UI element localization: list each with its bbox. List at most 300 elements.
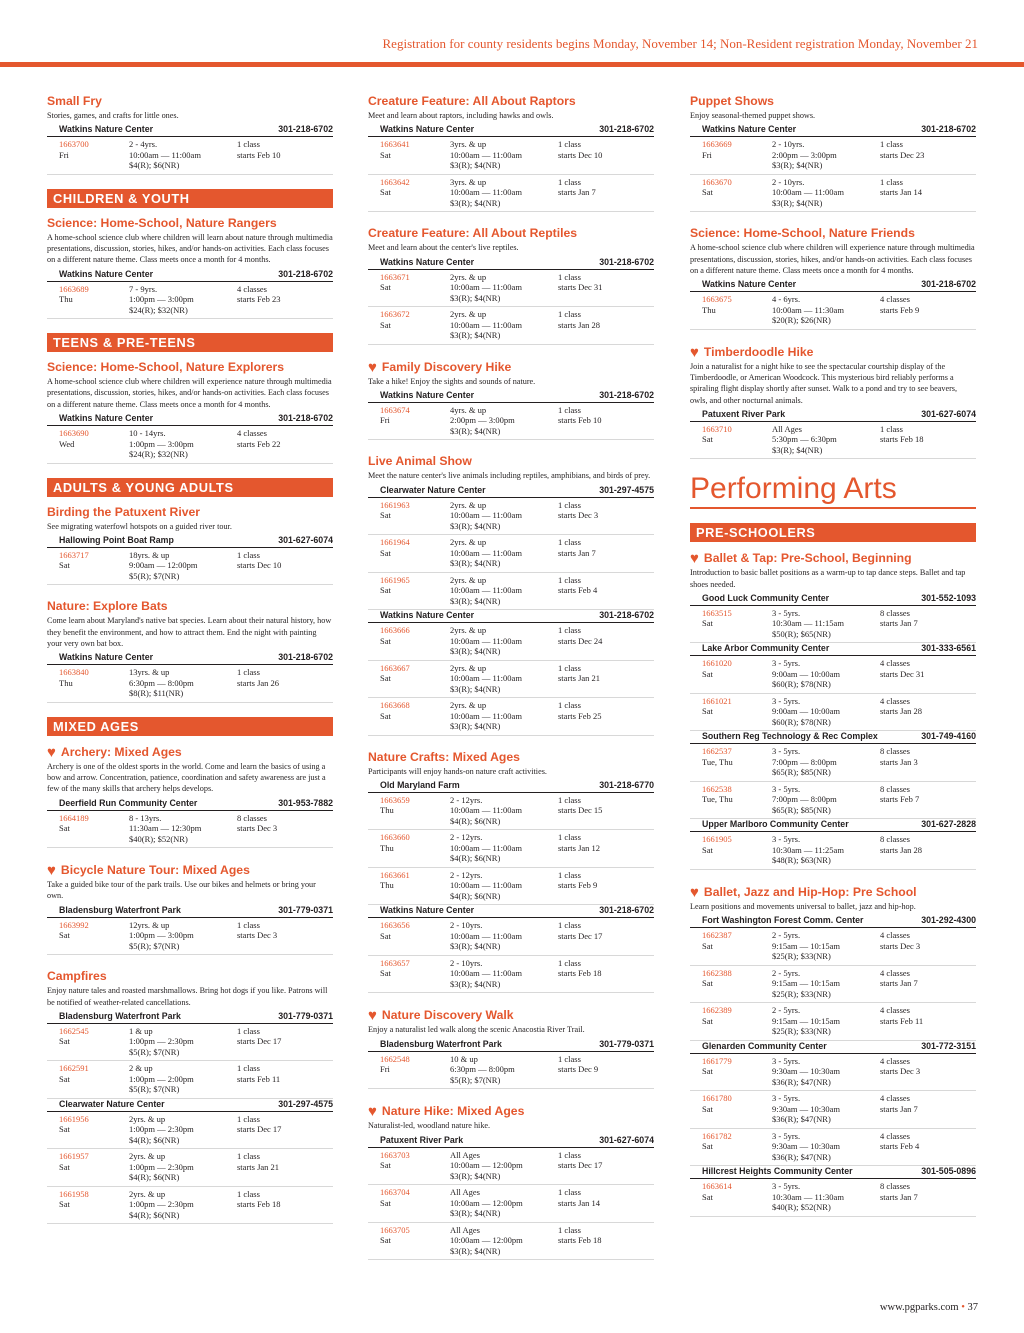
session-time: 10:30am — 11:25am [772,844,844,855]
activity-number[interactable]: 1662591 [59,1063,89,1074]
activity-number[interactable]: 1661957 [59,1151,89,1162]
page-number: 37 [967,1302,978,1313]
session-age: 2 - 12yrs. [450,794,483,805]
program-description: Participants will enjoy hands-on nature craft activities. [368,766,547,776]
activity-number[interactable]: 1663690 [59,428,89,439]
session-row [47,1024,333,1062]
activity-number[interactable]: 1663659 [380,794,410,805]
activity-number[interactable]: 1663660 [380,832,410,843]
session-age: 2yrs. & up [450,499,487,510]
session-age: 12yrs. & up [129,919,170,930]
session-time: 10:00am — 11:00am [129,149,201,160]
session-schedule-cell [558,1150,654,1182]
column-left [47,94,333,1238]
session-row [368,175,654,213]
session-time: 10:00am — 11:00am [450,880,522,891]
location-phone: 301-552-1093 [921,592,976,603]
activity-number[interactable]: 1663657 [380,957,410,968]
session-start: starts Jan 7 [880,618,918,629]
session-row [368,698,654,736]
session-time: 10:00am — 11:00am [450,842,522,853]
session-classes: 4 classes [880,1005,910,1016]
activity-number[interactable]: 1663672 [380,309,410,320]
activity-number[interactable]: 1663700 [59,139,89,150]
location-header [690,643,976,656]
session-id-cell [702,968,772,1000]
session-classes: 1 class [880,423,903,434]
activity-number[interactable]: 1663670 [702,176,732,187]
session-row [690,966,976,1004]
activity-number[interactable]: 1663668 [380,700,410,711]
session-time: 10:00am — 11:00am [450,930,522,941]
session-day: Sat [380,968,391,979]
session-start: starts Dec 31 [880,668,925,679]
location-phone: 301-218-6702 [599,610,654,621]
session-id-cell [59,667,129,699]
program-description: A home-school science club where children will experience nature through multimedia presentations, discussion, stories, hikes, and/or hands-on activities. Each class focuses on a different nature theme. Class meets once a month for 4 months. [47,377,332,409]
session-id-cell [380,958,450,990]
session-fee: $24(R); $32(NR) [129,304,188,315]
activity-number[interactable]: 1663717 [59,549,89,560]
location-phone: 301-749-4160 [921,731,976,742]
program-title-text: Nature Hike: Mixed Ages [381,1104,525,1119]
session-row [368,661,654,699]
location-name: Good Luck Community Center [702,592,830,603]
session-start: starts Dec 17 [237,1036,282,1047]
session-start: starts Dec 17 [558,930,603,941]
session-row [690,744,976,782]
activity-number[interactable]: 1663661 [380,869,410,880]
session-schedule-cell [880,608,976,640]
session-classes: 1 class [237,1188,260,1199]
session-fee: $20(R); $26(NR) [772,315,831,326]
session-time: 9:30am — 10:30am [772,1103,840,1114]
activity-number[interactable]: 1663992 [59,919,89,930]
activity-number[interactable]: 1663667 [380,662,410,673]
session-day: Sat [380,585,391,596]
session-time: 7:00pm — 8:00pm [772,756,837,767]
session-age: 8 - 13yrs. [129,812,162,823]
program-block [368,94,654,212]
session-classes: 4 classes [880,967,910,978]
session-day: Fri [380,415,390,426]
activity-number[interactable]: 1663689 [59,283,89,294]
section-header: TEENS & PRE-TEENS [47,333,333,352]
session-start: starts Dec 24 [558,635,603,646]
session-time: 1:00pm — 3:00pm [129,294,194,305]
heart-icon: ♥ [47,743,56,761]
session-row [690,832,976,870]
session-start: starts Jan 7 [558,547,596,558]
column-right [690,94,976,1231]
session-id-cell [702,139,772,171]
session-age: 2 - 10yrs. [772,139,805,150]
location-phone: 301-218-6702 [921,279,976,290]
session-age: 10 - 14yrs. [129,428,166,439]
program-title [47,744,333,760]
session-schedule-cell [880,1005,976,1037]
session-details-cell [129,667,237,699]
activity-number[interactable]: 1662388 [702,967,732,978]
location-header [368,390,654,403]
session-row [368,1185,654,1223]
session-id-cell [380,575,450,607]
activity-number[interactable]: 1663656 [380,920,410,931]
activity-number[interactable]: 1663704 [380,1187,410,1198]
session-id-cell [380,177,450,209]
activity-number[interactable]: 1663669 [702,139,732,150]
activity-number[interactable]: 1661965 [380,574,410,585]
session-row [368,498,654,536]
program-block [47,360,333,463]
session-time: 9:15am — 10:15am [772,1015,840,1026]
program-title-text: Science: Home-School, Nature Explorers [47,360,285,375]
session-age: 2 - 12yrs. [450,869,483,880]
session-age: 2 & up [129,1063,153,1074]
session-fee: $3(R); $4(NR) [450,1245,501,1256]
location-phone: 301-292-4300 [921,915,976,926]
session-row [47,137,333,175]
session-fee: $4(R); $6(NR) [129,1172,180,1183]
location-name: Bladensburg Waterfront Park [59,1010,181,1021]
session-schedule-cell [237,1063,333,1095]
session-day: Sat [702,434,713,445]
session-details-cell [129,139,237,171]
session-time: 6:30pm — 8:00pm [450,1064,515,1075]
activity-number[interactable]: 1663705 [380,1224,410,1235]
session-classes: 4 classes [880,294,910,305]
session-start: starts Jan 28 [558,319,601,330]
session-start: starts Dec 3 [237,930,278,941]
session-schedule-cell [237,284,333,316]
session-start: starts Feb 9 [880,304,920,315]
session-start: starts Dec 17 [237,1124,282,1135]
session-id-cell [702,424,772,456]
session-start: starts Jan 14 [880,187,923,198]
location-phone: 301-218-6702 [599,256,654,267]
session-fee: $3(R); $4(NR) [450,292,501,303]
program-block [47,744,333,848]
session-row [368,137,654,175]
activity-number[interactable]: 1662545 [59,1025,89,1036]
footer-website[interactable]: www.pgparks.com [879,1302,959,1313]
session-fee: $3(R); $4(NR) [450,160,501,171]
session-fee: $3(R); $4(NR) [450,520,501,531]
session-details-cell [129,1026,237,1058]
session-details-cell [772,139,880,171]
session-fee: $5(R); $7(NR) [129,1046,180,1057]
session-start: starts Jan 12 [558,842,601,853]
activity-number[interactable]: 1663674 [380,404,410,415]
location-header [368,1135,654,1148]
session-age: 2 - 10yrs. [450,920,483,931]
session-schedule-cell [880,968,976,1000]
activity-number[interactable]: 1663641 [380,139,410,150]
program-description: Enjoy nature tales and roasted marshmallows. Bring hot dogs if you like. Patrons will be notified of weather-related cancellations. [47,986,328,1007]
session-age: 4yrs. & up [450,404,487,415]
session-age: 3 - 5yrs. [772,1181,801,1192]
session-schedule-cell [558,1054,654,1086]
session-fee: $3(R); $4(NR) [450,941,501,952]
session-classes: 1 class [558,404,581,415]
activity-number[interactable]: 1661020 [702,658,732,669]
session-start: starts Feb 11 [237,1073,281,1084]
session-details-cell [129,920,237,952]
session-day: Fri [380,1064,390,1075]
session-fee: $3(R); $4(NR) [450,721,501,732]
activity-number[interactable]: 1661905 [702,834,732,845]
activity-number[interactable]: 1661782 [702,1130,732,1141]
activity-number[interactable]: 1661780 [702,1093,732,1104]
session-row [47,1061,333,1099]
session-row [368,1223,654,1261]
session-age: 3 - 5yrs. [772,783,801,794]
program-title-text: Puppet Shows [690,94,774,108]
session-row [690,656,976,694]
heart-icon: ♥ [368,1007,377,1025]
session-age: 2yrs. & up [450,700,487,711]
session-start: starts Dec 15 [558,805,603,816]
location-name: Old Maryland Farm [380,779,460,790]
activity-number[interactable]: 1663666 [380,625,410,636]
session-time: 1:00pm — 3:00pm [129,930,194,941]
session-fee: $65(R); $85(NR) [772,767,831,778]
session-row [690,292,976,330]
location-header [690,915,976,928]
program-title [47,505,333,520]
session-age: 2 - 5yrs. [772,967,801,978]
session-id-cell [702,1093,772,1125]
session-details-cell [129,1114,237,1146]
session-id-cell [702,1056,772,1088]
session-row [368,1052,654,1090]
session-classes: 1 class [237,919,260,930]
session-classes: 4 classes [237,283,267,294]
session-schedule-cell [558,795,654,827]
session-day: Sat [702,187,713,198]
location-name: Bladensburg Waterfront Park [59,904,181,915]
activity-number[interactable]: 1663614 [702,1181,732,1192]
program-description: Enjoy a naturalist led walk along the scenic Anacostia River Trail. [368,1025,585,1035]
session-fee: $3(R); $4(NR) [450,1170,501,1181]
session-id-cell [59,139,129,171]
session-classes: 4 classes [880,930,910,941]
session-schedule-cell [237,1151,333,1183]
session-schedule-cell [237,428,333,460]
session-schedule-cell [880,1093,976,1125]
program-title [690,550,976,566]
session-details-cell [772,834,880,866]
session-time: 9:00am — 10:00am [772,706,840,717]
session-time: 9:00am — 10:00am [772,668,840,679]
session-time: 10:00am — 12:00pm [450,1160,523,1171]
session-time: 10:30am — 11:15am [772,618,844,629]
session-age: 2 - 10yrs. [450,957,483,968]
session-classes: 4 classes [880,1055,910,1066]
session-time: 10:00am — 11:30am [772,304,844,315]
session-details-cell [450,625,558,657]
session-row [368,623,654,661]
session-row [690,1091,976,1129]
session-fee: $65(R); $85(NR) [772,804,831,815]
heart-icon: ♥ [690,343,699,361]
activity-number[interactable]: 1663515 [702,607,732,618]
session-day: Sat [702,1141,713,1152]
session-day: Sat [380,510,391,521]
session-id-cell [380,663,450,695]
session-fee: $48(R); $63(NR) [772,855,831,866]
session-age: 18yrs. & up [129,549,170,560]
session-fee: $3(R); $4(NR) [450,978,501,989]
activity-number[interactable]: 1662538 [702,783,732,794]
location-header [690,409,976,422]
session-fee: $36(R); $47(NR) [772,1076,831,1087]
session-age: 3 - 5yrs. [772,1055,801,1066]
activity-number[interactable]: 1662537 [702,746,732,757]
session-start: starts Dec 3 [880,1066,921,1077]
activity-number[interactable]: 1661964 [380,537,410,548]
activity-number[interactable]: 1663642 [380,176,410,187]
session-details-cell [129,1189,237,1221]
session-fee: $50(R); $65(NR) [772,628,831,639]
activity-number[interactable]: 1663703 [380,1149,410,1160]
activity-number[interactable]: 1661956 [59,1113,89,1124]
session-details-cell [450,920,558,952]
session-classes: 4 classes [880,1130,910,1141]
activity-number[interactable]: 1661963 [380,499,410,510]
program-block [47,969,333,1224]
activity-number[interactable]: 1661779 [702,1055,732,1066]
session-classes: 1 class [237,667,260,678]
program-title-text: Bicycle Nature Tour: Mixed Ages [60,863,250,878]
session-classes: 1 class [237,139,260,150]
program-description: Join a naturalist for a night hike to see the spectacular courtship display of the Timberdoodle, or American Woodcock. This mysterious bird reliably performs a spiraling flight display shortly after sunset. Walk to a pond and try to see beavers, owls, and other nocturnal animals. [690,361,958,405]
section-header: CHILDREN & YOUTH [47,189,333,208]
session-day: Sat [380,282,391,293]
activity-number[interactable]: 1662387 [702,930,732,941]
location-header [368,485,654,498]
session-schedule-cell [237,1114,333,1146]
activity-number[interactable]: 1663840 [59,667,89,678]
program-block [47,862,333,955]
activity-number[interactable]: 1662389 [702,1005,732,1016]
session-classes: 1 class [558,662,581,673]
session-start: starts Feb 25 [558,710,602,721]
activity-number[interactable]: 1661958 [59,1188,89,1199]
session-day: Sat [702,1191,713,1202]
session-time: 1:00pm — 2:30pm [129,1124,194,1135]
program-block [47,505,333,586]
session-fee: $3(R); $4(NR) [772,444,823,455]
program-description: See migrating waterfowl hotspots on a guided river tour. [47,521,232,531]
session-time: 1:00pm — 2:30pm [129,1199,194,1210]
session-start: starts Feb 18 [880,434,924,445]
footer-bullet: • [961,1302,965,1313]
session-id-cell [59,813,129,845]
program-description: Meet and learn about the center's live reptiles. [368,243,519,253]
session-start: starts Jan 21 [558,673,601,684]
session-schedule-cell [880,658,976,690]
session-start: starts Jan 28 [880,706,923,717]
session-classes: 1 class [558,574,581,585]
program-block [690,226,976,329]
location-phone: 301-627-6074 [599,1134,654,1145]
location-header [368,780,654,793]
session-fee: $40(R); $52(NR) [772,1202,831,1213]
location-phone: 301-218-6702 [278,413,333,424]
program-block [690,884,976,1217]
session-schedule-cell [558,625,654,657]
program-description: Meet the nature center's live animals including reptiles, amphibians, and birds of prey. [368,471,651,481]
location-phone: 301-772-3151 [921,1040,976,1051]
session-time: 10:00am — 12:00pm [450,1235,523,1246]
session-classes: 1 class [558,537,581,548]
session-age: 3yrs. & up [450,176,487,187]
session-day: Thu [59,677,73,688]
session-details-cell [450,139,558,171]
session-schedule-cell [880,1131,976,1163]
session-row [368,573,654,611]
session-details-cell [772,1056,880,1088]
session-age: 2yrs. & up [129,1188,166,1199]
heart-icon: ♥ [368,1103,377,1121]
location-phone: 301-297-4575 [599,484,654,495]
activity-number[interactable]: 1663710 [702,423,732,434]
session-details-cell [129,813,237,845]
session-details-cell [772,784,880,816]
session-id-cell [380,309,450,341]
session-age: All Ages [772,423,802,434]
session-time: 2:00pm — 3:00pm [772,149,837,160]
session-time: 9:30am — 10:30am [772,1066,840,1077]
session-age: 3 - 5yrs. [772,695,801,706]
activity-number[interactable]: 1661021 [702,695,732,706]
session-start: starts Feb 10 [558,415,602,426]
session-day: Sat [59,1124,70,1135]
program-block [368,750,654,994]
activity-number[interactable]: 1662548 [380,1053,410,1064]
program-block [368,359,654,441]
session-start: starts Dec 3 [558,510,599,521]
activity-number[interactable]: 1663675 [702,294,732,305]
program-title-text: Ballet, Jazz and Hip-Hop: Pre School [703,884,917,899]
program-title-text: Ballet & Tap: Pre-School, Beginning [703,551,912,566]
session-classes: 1 class [237,1113,260,1124]
activity-number[interactable]: 1664189 [59,812,89,823]
session-classes: 1 class [237,1151,260,1162]
session-id-cell [380,537,450,569]
program-title [47,360,333,375]
session-schedule-cell [880,177,976,209]
session-time: 10:00am — 11:00am [450,968,522,979]
session-day: Sat [380,319,391,330]
session-day: Wed [59,438,75,449]
session-start: starts Dec 3 [880,940,921,951]
session-fee: $3(R); $4(NR) [450,558,501,569]
session-classes: 1 class [558,1187,581,1198]
session-details-cell [129,1063,237,1095]
location-header [368,610,654,623]
session-schedule-cell [558,575,654,607]
session-fee: $5(R); $7(NR) [129,1084,180,1095]
session-age: 3 - 5yrs. [772,1093,801,1104]
session-fee: $40(R); $52(NR) [129,833,188,844]
session-age: 4 - 6yrs. [772,294,801,305]
session-schedule-cell [880,1181,976,1213]
session-id-cell [702,608,772,640]
activity-number[interactable]: 1663671 [380,271,410,282]
location-header [690,1166,976,1179]
